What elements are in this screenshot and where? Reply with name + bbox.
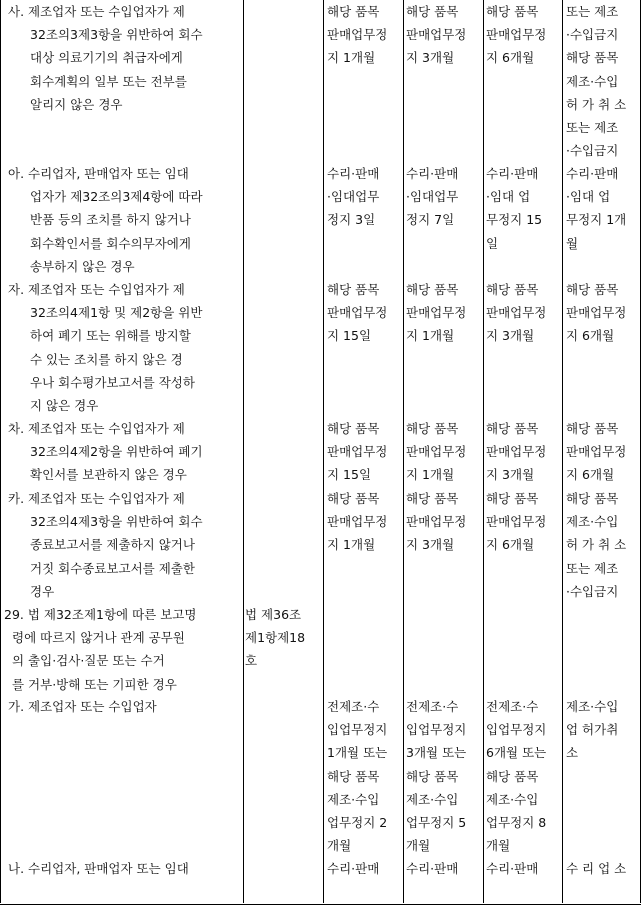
violation-cell: 카. 제조업자 또는 수입업자가 제 32조의4제3항을 위반하여 회수 종료보고서를 제출하지 않거나 거짓 회수종료보고서를 제출한 경우: [8, 491, 203, 599]
penalty-cell: 해당 품목 판매업무정 지 3개월: [406, 4, 467, 66]
penalty-cell: 해당 품목 판매업무정 지 1개월: [406, 282, 467, 344]
penalty-cell: 해당 품목 판매업무정 지 1개월: [406, 421, 467, 483]
penalty-cell: 해당 품목 판매업무정 지 1개월: [327, 491, 388, 553]
penalty-cell: 수리·판매 ·임대 업 무정지 15 일: [486, 166, 543, 251]
penalty-cell: 전제조·수 입업무정지 3개월 또는 해당 품목 제조·수입 업무정지 5 개월: [406, 699, 467, 854]
penalty-cell: 해당 품목 판매업무정 지 15일: [327, 282, 388, 344]
penalty-cell: 해당 품목 판매업무정 지 3개월: [486, 282, 547, 344]
column-divider: [243, 0, 244, 903]
violation-cell: 자. 제조업자 또는 수입업자가 제 32조의4제1항 및 제2항을 위반 하여 폐기 또는 위해를 방지할 수 있는 조치를 하지 않은 경 우나 회수평가보고서를 작성하 지 않은 경우: [8, 282, 203, 414]
violation-cell: 나. 수리업자, 판매업자 또는 임대: [8, 861, 189, 876]
penalty-cell: 또는 제조 ·수입금지 해당 품목 제조·수입 허 가 취 소 또는 제조 ·수입금지: [566, 4, 627, 159]
penalty-cell: 수리·판매 ·임대업무 정지 3일: [327, 166, 380, 228]
column-divider: [483, 0, 484, 903]
penalty-cell: 해당 품목 판매업무정 지 6개월: [566, 282, 627, 344]
penalty-cell: 해당 품목 판매업무정 지 6개월: [566, 421, 627, 483]
penalty-cell: 수리·판매: [327, 861, 380, 876]
penalty-cell: 해당 품목 판매업무정 지 15일: [327, 421, 388, 483]
column-divider: [562, 0, 563, 903]
penalty-cell: 제조·수입 업 허가취 소: [566, 699, 619, 761]
penalty-cell: 수 리 업 소: [566, 861, 627, 876]
violation-cell: 차. 제조업자 또는 수입업자가 제 32조의4제2항을 위반하여 폐기 확인서를 보관하지 않은 경우: [8, 421, 203, 483]
penalty-cell: 해당 품목 판매업무정 지 3개월: [406, 491, 467, 553]
penalty-cell: 전제조·수 입업무정지 6개월 또는 해당 품목 제조·수입 업무정지 8 개월: [486, 699, 547, 854]
penalty-cell: 수리·판매: [486, 861, 539, 876]
penalty-cell: 전제조·수 입업무정지 1개월 또는 해당 품목 제조·수입 업무정지 2 개월: [327, 699, 388, 854]
penalty-cell: 수리·판매 ·임대업무 정지 7일: [406, 166, 459, 228]
penalty-cell: 해당 품목 판매업무정 지 6개월: [486, 4, 547, 66]
violation-cell: 아. 수리업자, 판매업자 또는 임대 업자가 제32조의3제4항에 따라 반품 등의 조치를 하지 않거나 회수확인서를 회수의무자에게 송부하지 않은 경우: [8, 166, 203, 274]
penalty-cell: 수리·판매 ·임대 업 무정지 1개 월: [566, 166, 627, 251]
violation-cell: 가. 제조업자 또는 수입업자: [8, 699, 157, 714]
penalty-cell: 해당 품목 제조·수입 허 가 취 소 또는 제조 ·수입금지: [566, 491, 627, 599]
column-divider: [323, 0, 324, 903]
penalty-cell: 해당 품목 판매업무정 지 1개월: [327, 4, 388, 66]
penalty-cell: 해당 품목 판매업무정 지 6개월: [486, 491, 547, 553]
violation-cell: 사. 제조업자 또는 수입업자가 제 32조의3제3항을 위반하여 회수 대상 의료기기의 취급자에게 회수계획의 일부 또는 전부를 알리지 않은 경우: [8, 4, 203, 112]
penalty-cell: 해당 품목 판매업무정 지 3개월: [486, 421, 547, 483]
violation-cell: 29. 법 제32조제1항에 따른 보고명 령에 따르지 않거나 관계 공무원 의 출입·검사·질문 또는 수거 를 거부·방해 또는 기피한 경우: [4, 607, 197, 692]
penalty-cell: 수리·판매: [406, 861, 459, 876]
column-divider: [403, 0, 404, 903]
law-cell: 법 제36조 제1항제18 호: [245, 607, 306, 669]
